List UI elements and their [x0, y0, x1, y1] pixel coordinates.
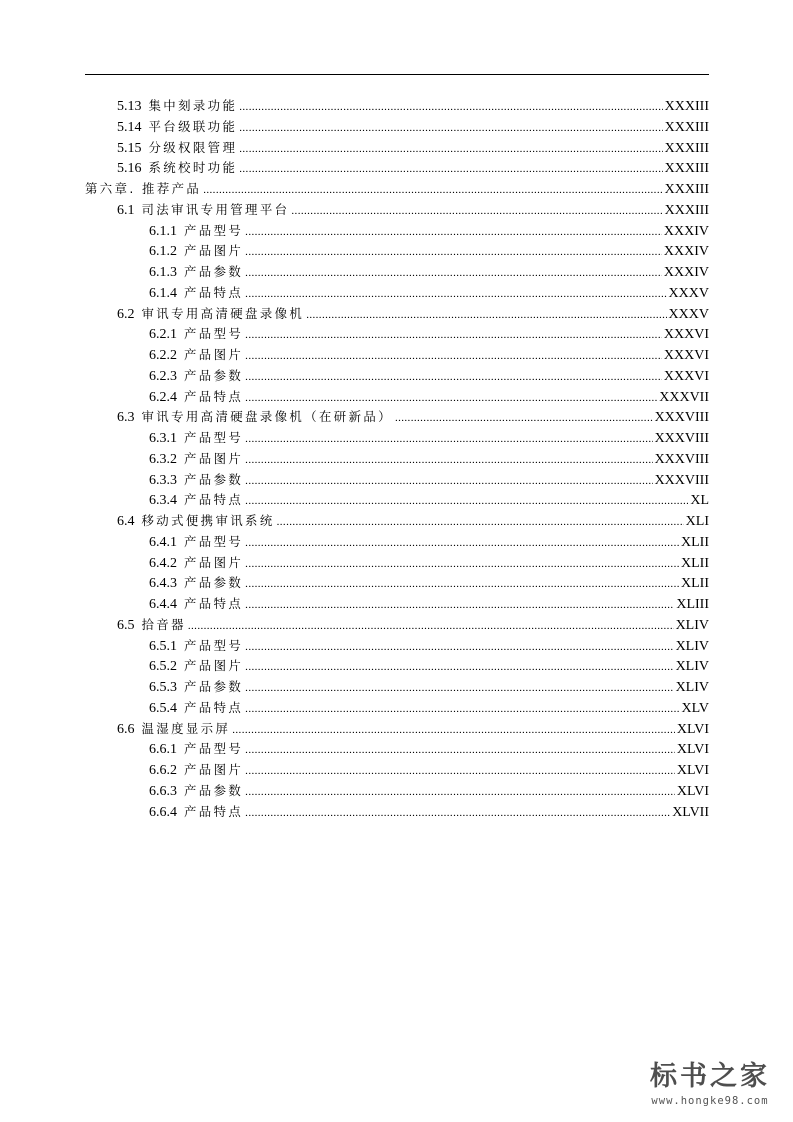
toc-entry-number: 6.2.4 [149, 389, 177, 405]
toc-entry-title: 第六章. 推荐产品 [85, 181, 202, 196]
toc-entry-page: XLIV [675, 638, 709, 654]
toc-entry-number: 6.4.3 [149, 576, 177, 592]
toc-entry-page: XXXIII [664, 202, 709, 218]
toc-entry-page: XXXV [668, 285, 709, 301]
toc-entry[interactable] [85, 656, 709, 677]
toc-entry-title: 审讯专用高清硬盘录像机（在研新品） [141, 409, 393, 425]
toc-entry-title: 产品图片 [184, 554, 244, 570]
toc-entry-title: 产品型号 [184, 326, 244, 342]
toc-entry[interactable] [85, 760, 709, 781]
toc-entry-number: 6.4.4 [149, 597, 177, 612]
toc-entry[interactable] [85, 304, 709, 325]
header-rule [85, 74, 709, 75]
toc-entry[interactable] [85, 532, 709, 553]
toc-entry-number: 6.4 [117, 514, 135, 529]
toc-entry[interactable] [85, 698, 709, 719]
toc-entry[interactable] [85, 221, 709, 242]
toc-entry-number: 6.1.2 [149, 244, 177, 260]
table-of-contents [85, 96, 709, 822]
toc-entry-title: 产品参数 [184, 367, 244, 383]
toc-entry-number: 6.4.1 [149, 534, 177, 550]
toc-entry[interactable] [85, 96, 709, 117]
toc-entry-title: 集中刻录功能 [148, 98, 238, 113]
toc-entry[interactable] [85, 158, 709, 179]
toc-entry[interactable] [85, 428, 709, 449]
toc-dot-leader [245, 263, 662, 284]
toc-entry-page: XXXVIII [654, 410, 709, 426]
toc-entry-title: 产品型号 [184, 741, 244, 757]
toc-entry[interactable] [85, 138, 709, 159]
toc-entry-page: XLIII [676, 597, 709, 612]
toc-entry-page: XLII [681, 534, 709, 550]
toc-entry-title: 产品图片 [184, 450, 244, 466]
toc-dot-leader [245, 325, 662, 346]
toc-entry[interactable] [85, 283, 709, 304]
toc-dot-leader [245, 678, 673, 699]
toc-entry-page: XLI [685, 514, 709, 529]
toc-entry-number: 6.5.4 [149, 700, 177, 716]
toc-entry-number: 5.16 [117, 161, 142, 177]
toc-dot-leader [245, 761, 675, 782]
toc-dot-leader [245, 388, 657, 409]
toc-entry[interactable] [85, 345, 709, 366]
toc-entry-title: 产品参数 [184, 264, 244, 279]
toc-entry-number: 6.3 [117, 410, 135, 426]
toc-entry-title: 产品图片 [184, 658, 244, 674]
toc-entry[interactable] [85, 677, 709, 698]
toc-entry-page: XXXIV [663, 223, 709, 239]
toc-entry-number: 6.5.3 [149, 680, 177, 695]
toc-entry-title: 产品参数 [184, 679, 244, 694]
toc-entry-title: 平台级联功能 [148, 118, 238, 134]
toc-entry-title: 系统校时功能 [148, 160, 238, 176]
toc-entry-title: 产品特点 [184, 284, 244, 300]
toc-entry-page: XLVI [676, 763, 709, 778]
toc-entry[interactable] [85, 387, 709, 408]
toc-entry[interactable] [85, 117, 709, 138]
toc-dot-leader [188, 616, 674, 637]
toc-entry-title: 产品型号 [184, 222, 244, 238]
toc-entry-page: XLIV [675, 617, 709, 633]
toc-entry-title: 产品特点 [184, 596, 244, 611]
toc-entry-title: 审讯专用高清硬盘录像机 [141, 305, 305, 321]
toc-entry-page: XXXVI [663, 368, 709, 384]
toc-entry-page: XXXIII [664, 119, 709, 135]
watermark-url: www.hongke98.com [651, 1095, 769, 1107]
toc-dot-leader [245, 491, 688, 512]
toc-dot-leader [306, 305, 666, 326]
toc-dot-leader [245, 803, 670, 824]
toc-dot-leader [245, 450, 652, 471]
toc-entry-page: XL [690, 493, 709, 509]
toc-entry-page: XLVI [676, 742, 709, 758]
toc-entry-number: 6.4.2 [149, 555, 177, 571]
watermark [635, 1060, 785, 1108]
toc-dot-leader [245, 740, 675, 761]
toc-entry-title: 移动式便携审讯系统 [141, 513, 275, 528]
toc-entry-number: 6.3.4 [149, 493, 177, 509]
toc-entry-page: XXXVIII [654, 451, 709, 467]
toc-entry-title: 产品特点 [184, 699, 244, 715]
toc-entry-number: 6.1 [117, 202, 135, 218]
toc-entry-number: 6.5.1 [149, 638, 177, 654]
toc-dot-leader [203, 180, 662, 201]
toc-dot-leader [245, 284, 666, 305]
toc-entry[interactable] [85, 200, 709, 221]
toc-dot-leader [239, 118, 662, 139]
toc-entry-number: 5.13 [117, 99, 142, 114]
toc-entry-page: XLVII [672, 804, 709, 820]
toc-dot-leader [245, 222, 662, 243]
toc-entry-number: 6.1.3 [149, 265, 177, 280]
toc-entry-number: 6.3.3 [149, 472, 177, 488]
toc-dot-leader [245, 554, 679, 575]
toc-dot-leader [277, 512, 684, 533]
toc-entry[interactable] [85, 262, 709, 283]
toc-entry-page: XXXIII [664, 182, 709, 197]
toc-dot-leader [245, 699, 679, 720]
toc-entry[interactable] [85, 241, 709, 262]
toc-entry-number: 6.6.1 [149, 742, 177, 758]
toc-entry[interactable] [85, 179, 709, 200]
toc-dot-leader [291, 201, 662, 222]
toc-entry-page: XLII [681, 576, 709, 592]
toc-entry[interactable] [85, 573, 709, 594]
toc-entry[interactable] [85, 449, 709, 470]
toc-entry-page: XXXVIII [654, 472, 709, 488]
toc-entry-page: XXXIV [663, 265, 709, 280]
toc-dot-leader [245, 637, 673, 658]
toc-entry[interactable] [85, 407, 709, 428]
toc-entry-page: XLVI [676, 783, 709, 799]
toc-entry-title: 产品图片 [184, 347, 244, 362]
toc-entry-page: XXXVI [663, 327, 709, 343]
toc-entry[interactable] [85, 511, 709, 532]
toc-entry-title: 产品型号 [184, 430, 244, 445]
toc-entry-number: 6.3.2 [149, 451, 177, 467]
toc-entry-title: 产品特点 [184, 492, 244, 508]
toc-entry-page: XXXVIII [654, 431, 709, 446]
toc-entry[interactable] [85, 324, 709, 345]
toc-dot-leader [245, 471, 652, 492]
toc-entry-title: 司法审讯专用管理平台 [141, 201, 290, 217]
toc-entry-page: XLVI [676, 721, 709, 737]
toc-dot-leader [239, 97, 662, 118]
toc-entry-number: 6.6.4 [149, 804, 177, 820]
toc-entry-number: 6.2 [117, 306, 135, 322]
toc-entry[interactable] [85, 594, 709, 615]
toc-entry-number: 6.5.2 [149, 659, 177, 675]
toc-entry[interactable] [85, 470, 709, 491]
toc-entry-title: 产品图片 [184, 243, 244, 259]
toc-dot-leader [245, 657, 673, 678]
toc-entry-title: 产品特点 [184, 388, 244, 404]
toc-entry-number: 6.2.2 [149, 348, 177, 363]
toc-dot-leader [245, 346, 662, 367]
toc-entry-title: 分级权限管理 [148, 139, 238, 155]
toc-dot-leader [245, 782, 675, 803]
toc-entry-number: 6.3.1 [149, 431, 177, 446]
toc-dot-leader [239, 139, 662, 160]
toc-entry-page: XXXIII [664, 161, 709, 177]
toc-entry-page: XLIV [675, 680, 709, 695]
toc-entry[interactable] [85, 636, 709, 657]
toc-entry[interactable] [85, 366, 709, 387]
toc-entry-page: XLII [681, 555, 709, 571]
toc-entry[interactable] [85, 781, 709, 802]
toc-entry-page: XLIV [675, 659, 709, 675]
toc-entry-page: XXXIII [664, 140, 709, 156]
toc-dot-leader [245, 574, 679, 595]
toc-entry-title: 温湿度显示屏 [141, 720, 231, 736]
toc-entry-number: 6.2.3 [149, 368, 177, 384]
toc-entry-title: 产品图片 [184, 762, 244, 777]
toc-dot-leader [239, 159, 662, 180]
toc-entry-number: 6.1.1 [149, 223, 177, 239]
toc-entry-title: 产品型号 [184, 637, 244, 653]
toc-dot-leader [245, 429, 652, 450]
toc-entry-page: XXXVI [663, 348, 709, 363]
toc-entry-page: XXXVII [659, 389, 709, 405]
toc-entry-number: 5.15 [117, 140, 142, 156]
toc-entry-page: XXXIV [663, 244, 709, 260]
toc-entry-number: 6.1.4 [149, 285, 177, 301]
toc-entry[interactable] [85, 802, 709, 823]
toc-entry[interactable] [85, 615, 709, 636]
toc-entry[interactable] [85, 719, 709, 740]
toc-entry-title: 产品特点 [184, 803, 244, 819]
toc-entry-number: 6.6.2 [149, 763, 177, 778]
toc-dot-leader [245, 533, 679, 554]
toc-entry[interactable] [85, 739, 709, 760]
toc-entry-number: 6.6.3 [149, 783, 177, 799]
toc-entry-page: XXXIII [664, 99, 709, 114]
toc-entry-title: 产品型号 [184, 533, 244, 549]
toc-entry-title: 产品参数 [184, 471, 244, 487]
toc-dot-leader [232, 720, 675, 741]
toc-dot-leader [245, 595, 674, 616]
toc-entry[interactable] [85, 490, 709, 511]
toc-entry-title: 产品参数 [184, 575, 244, 591]
toc-entry-page: XXXV [668, 306, 709, 322]
toc-dot-leader [395, 408, 653, 429]
toc-dot-leader [245, 367, 662, 388]
toc-dot-leader [245, 242, 662, 263]
toc-entry-number: 6.6 [117, 721, 135, 737]
toc-entry-page: XLV [681, 700, 709, 716]
toc-entry-number: 6.2.1 [149, 327, 177, 343]
toc-entry-number: 5.14 [117, 119, 142, 135]
toc-entry[interactable] [85, 553, 709, 574]
toc-entry-title: 产品参数 [184, 782, 244, 798]
toc-entry-title: 拾音器 [141, 616, 186, 632]
watermark-title: 标书之家 [650, 1061, 770, 1092]
toc-entry-number: 6.5 [117, 617, 135, 633]
